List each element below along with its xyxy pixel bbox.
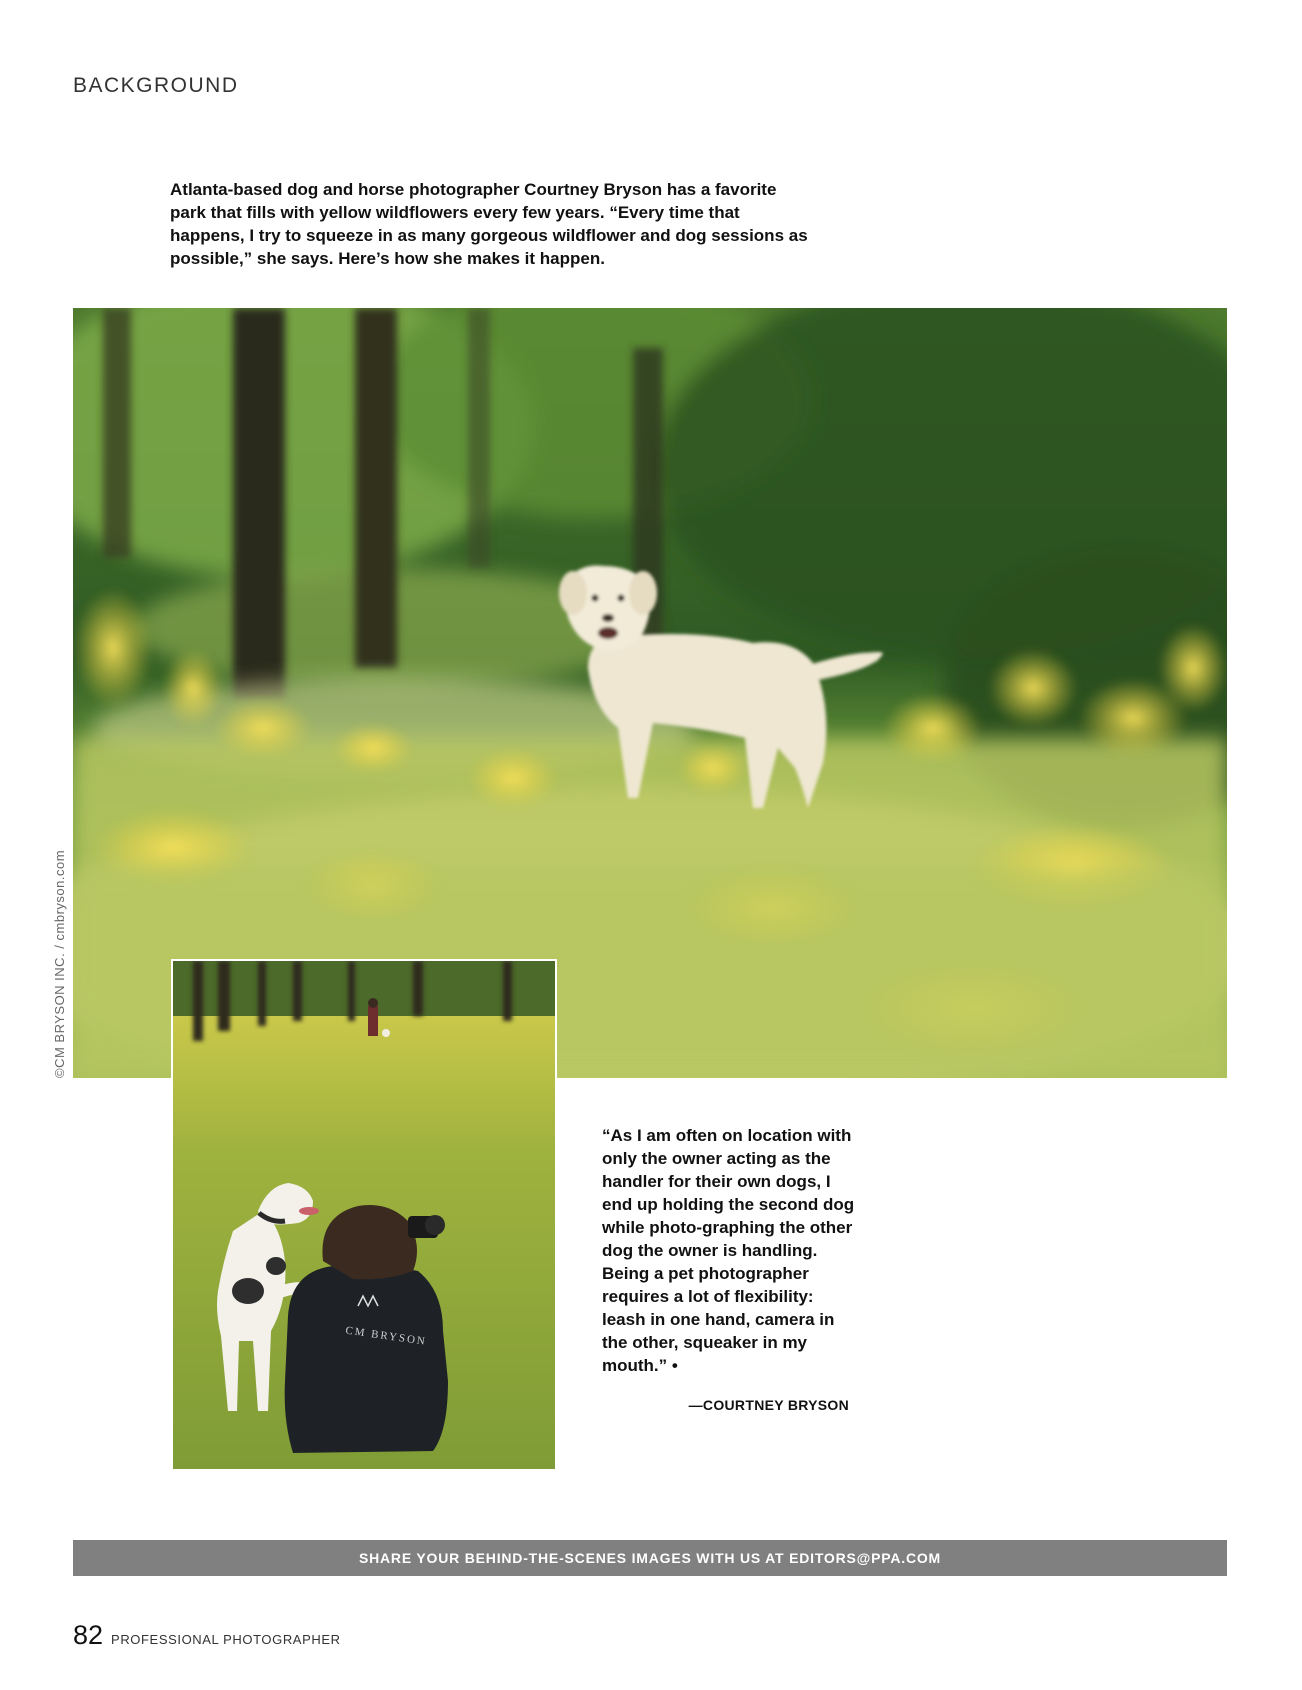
publication-name: PROFESSIONAL PHOTOGRAPHER — [111, 1632, 341, 1647]
quote-attribution: —COURTNEY BRYSON — [688, 1397, 849, 1413]
intro-paragraph: Atlanta-based dog and horse photographer Courtney Bryson has a favorite park that fills with yellow wildflowers every few years. “Every time that happens, I try to squeeze in as many gorgeous wildflower and dog sessions as possible,” she says. Here’s how she makes it happen. — [170, 180, 808, 268]
pull-quote: “As I am often on location with only the owner acting as the handler for their own dogs, I end up holding the second dog while photo-graphing the other dog the owner is handling. Being a pet photographer requires a lot of flexibility: leash in one hand, camera in the other, squeaker in my mouth.” • — [602, 1126, 855, 1375]
page-number: 82 — [73, 1620, 104, 1650]
section-label: BACKGROUND — [73, 74, 239, 97]
inset-photo-photographer-with-dog — [171, 959, 557, 1471]
banner-text: SHARE YOUR BEHIND-THE-SCENES IMAGES WITH US AT EDITORS@PPA.COM — [358, 1550, 942, 1566]
shirt-logo-text: CM BRYSON — [344, 1324, 428, 1348]
page-footer — [73, 1620, 341, 1651]
submission-banner — [73, 1540, 1227, 1576]
photo-credit: ©CM BRYSON INC. / cmbryson.com — [52, 849, 67, 1078]
